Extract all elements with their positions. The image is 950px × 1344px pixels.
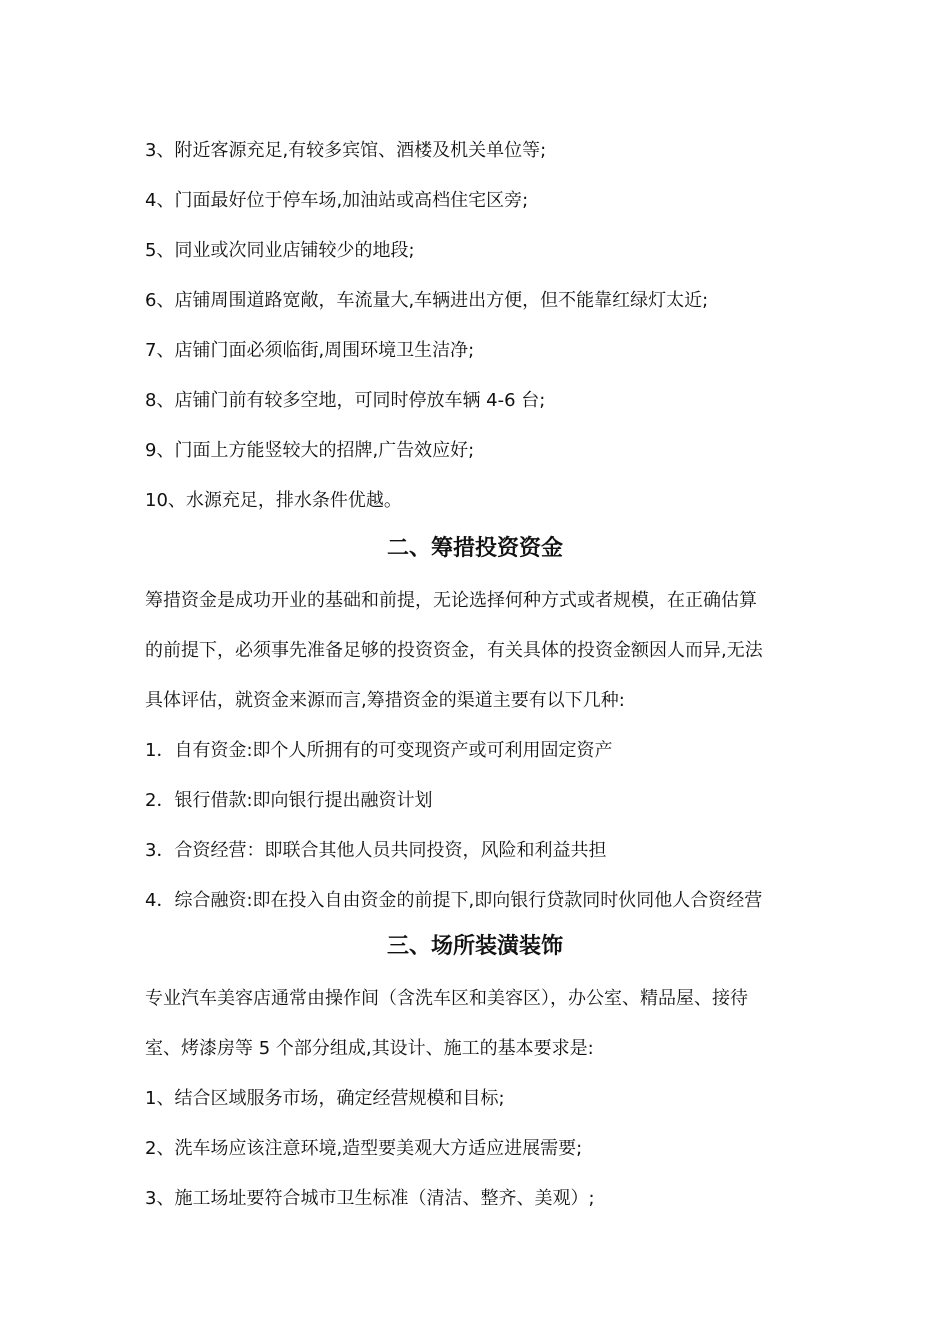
location-item-6: 6、店铺周围道路宽敞，车流量大,车辆进出方便，但不能靠红绿灯太近; <box>145 290 709 311</box>
location-item-7: 7、店铺门面必须临街,周围环境卫生洁净; <box>145 340 475 361</box>
funding-item-3: 3．合资经营：即联合其他人员共同投资，风险和利益共担 <box>145 840 607 861</box>
funding-item-2: 2．银行借款:即向银行提出融资计划 <box>145 790 433 811</box>
decoration-item-2: 2、洗车场应该注意环境,造型要美观大方适应进展需要; <box>145 1138 583 1159</box>
decoration-item-3: 3、施工场址要符合城市卫生标准（清洁、整齐、美观）; <box>145 1188 595 1209</box>
funding-paragraph-line-1: 筹措资金是成功开业的基础和前提，无论选择何种方式或者规模，在正确估算 <box>145 590 757 611</box>
location-item-10: 10、水源充足，排水条件优越。 <box>145 490 402 511</box>
location-item-5: 5、同业或次同业店铺较少的地段; <box>145 240 415 261</box>
location-item-8: 8、店铺门前有较多空地，可同时停放车辆 4-6 台; <box>145 390 546 411</box>
section-heading-funding: 二、筹措投资资金 <box>386 536 563 561</box>
funding-paragraph-line-2: 的前提下，必须事先准备足够的投资资金，有关具体的投资金额因人而异,无法 <box>145 640 763 661</box>
decoration-paragraph-line-1: 专业汽车美容店通常由操作间（含洗车区和美容区），办公室、精品屋、接待 <box>145 988 748 1009</box>
section-heading-decoration: 三、场所装潢装饰 <box>386 934 563 959</box>
location-item-3: 3、附近客源充足,有较多宾馆、酒楼及机关单位等; <box>145 140 547 161</box>
funding-item-4: 4．综合融资:即在投入自由资金的前提下,即向银行贷款同时伙同他人合资经营 <box>145 890 763 911</box>
funding-paragraph-line-3: 具体评估，就资金来源而言,筹措资金的渠道主要有以下几种: <box>145 690 625 711</box>
location-item-9: 9、门面上方能竖较大的招牌,广告效应好; <box>145 440 475 461</box>
funding-item-1: 1．自有资金:即个人所拥有的可变现资产或可利用固定资产 <box>145 740 613 761</box>
location-item-4: 4、门面最好位于停车场,加油站或高档住宅区旁; <box>145 190 529 211</box>
decoration-paragraph-line-2: 室、烤漆房等 5 个部分组成,其设计、施工的基本要求是: <box>145 1038 594 1059</box>
decoration-item-1: 1、结合区域服务市场，确定经营规模和目标; <box>145 1088 505 1109</box>
